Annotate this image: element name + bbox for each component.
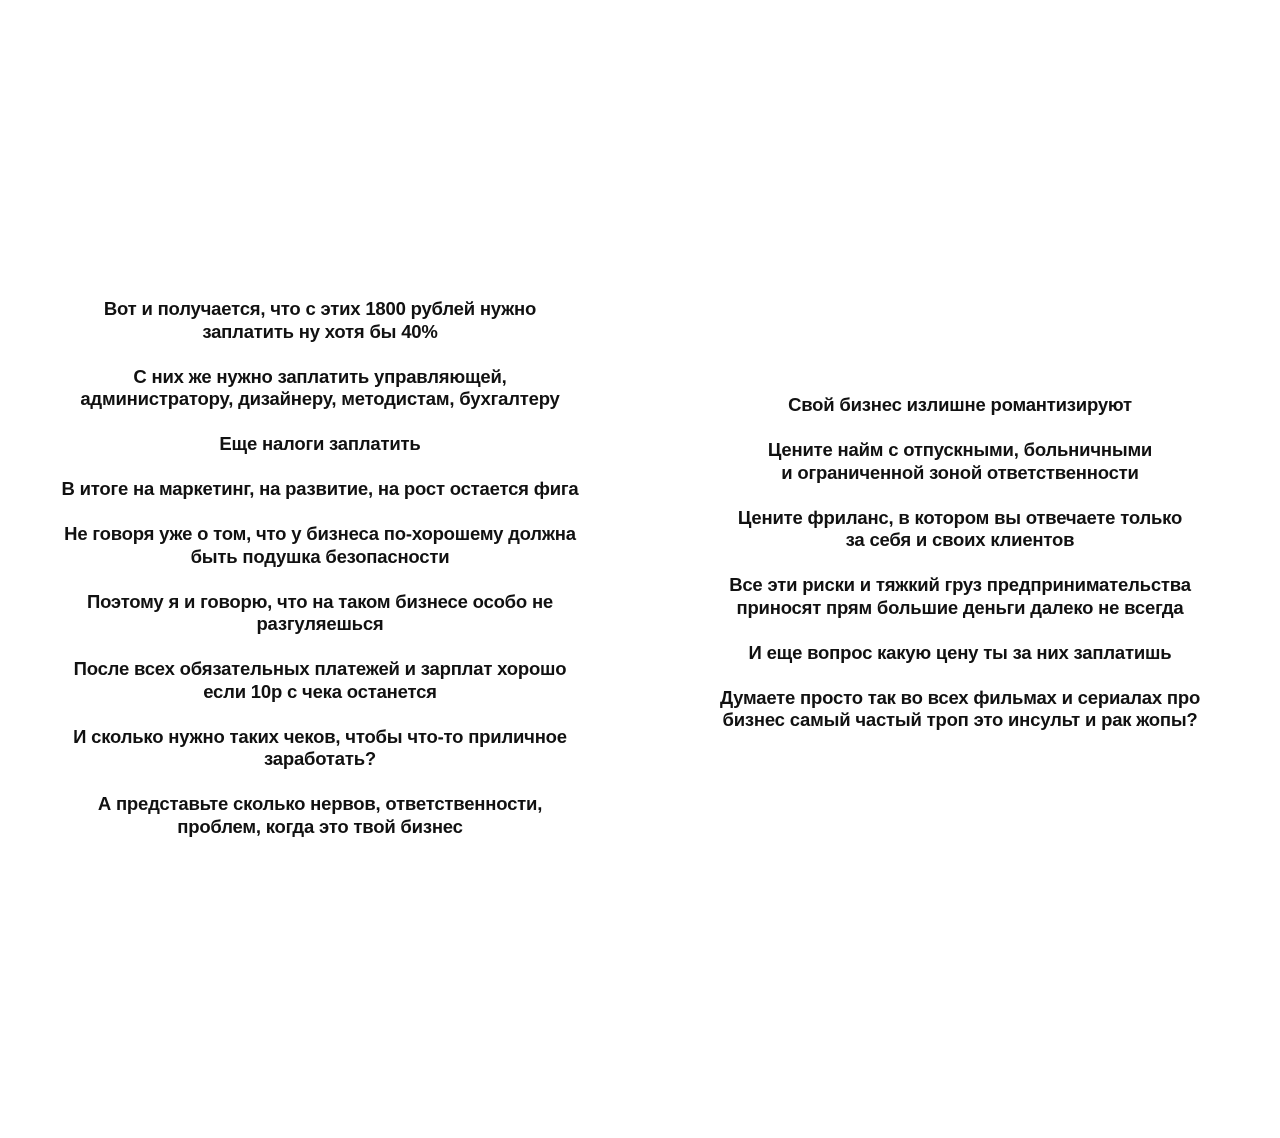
text-line: Все эти риски и тяжкий груз предпринимательства [729, 574, 1191, 595]
text-line: И сколько нужно таких чеков, чтобы что-то приличное [73, 725, 567, 747]
right-paragraph-5 [660, 642, 1260, 665]
text-line: быть подушка безопасности [190, 545, 450, 567]
left-paragraph-7 [20, 658, 620, 703]
text-line: А представьте сколько нервов, ответственности, [97, 793, 543, 814]
text-line: Еще налоги заплатить [219, 433, 421, 454]
text-line: Свой бизнес излишне романтизируют [788, 394, 1132, 415]
text-line: за себя и своих клиентов [845, 529, 1075, 550]
left-paragraph-3 [20, 433, 620, 456]
right-paragraph-4 [660, 574, 1260, 619]
left-paragraph-4 [20, 478, 620, 501]
left-paragraph-5 [20, 523, 620, 568]
text-line: Цените фриланс, в котором вы отвечаете только [737, 506, 1183, 528]
text-line: Поэтому я и говорю, что на таком бизнесе особо не [86, 590, 554, 612]
text-line: администратору, дизайнеру, методистам, бухгалтеру [80, 388, 560, 409]
text-line: Не говоря уже о том, что у бизнеса по-хорошему должна [64, 523, 576, 544]
text-line: проблем, когда это твой бизнес [177, 815, 463, 837]
text-line: приносят прям большие деньги далеко не всегда [736, 596, 1184, 618]
text-line: заработать? [264, 748, 376, 769]
text-line: С них же нужно заплатить управляющей, [133, 365, 507, 387]
text-line: И еще вопрос какую цену ты за них заплатишь [748, 641, 1172, 663]
text-line: В итоге на маркетинг, на развитие, на рост остается фига [61, 478, 579, 499]
left-text-column [20, 298, 620, 838]
left-paragraph-9 [20, 793, 620, 838]
right-paragraph-2 [660, 439, 1260, 484]
left-paragraph-8 [20, 726, 620, 771]
text-line: если 10р с чека останется [203, 680, 437, 702]
text-line: разгуляешься [256, 613, 384, 634]
left-paragraph-1 [20, 298, 620, 343]
right-paragraph-6 [660, 687, 1260, 732]
right-text-column [660, 394, 1260, 732]
text-line: Цените найм с отпускными, больничными [767, 439, 1153, 460]
text-line: заплатить ну хотя бы 40% [202, 320, 438, 342]
right-paragraph-3 [660, 507, 1260, 552]
text-line: После всех обязательных платежей и зарплат хорошо [73, 658, 567, 679]
right-paragraph-1 [660, 394, 1260, 417]
text-line: и ограниченной зоной ответственности [781, 461, 1139, 483]
left-paragraph-2 [20, 366, 620, 411]
text-line: бизнес самый частый троп это инсульт и рак жопы? [722, 709, 1198, 730]
left-paragraph-6 [20, 591, 620, 636]
text-line: Вот и получается, что с этих 1800 рублей нужно [103, 298, 537, 319]
text-line: Думаете просто так во всех фильмах и сериалах про [719, 686, 1201, 708]
